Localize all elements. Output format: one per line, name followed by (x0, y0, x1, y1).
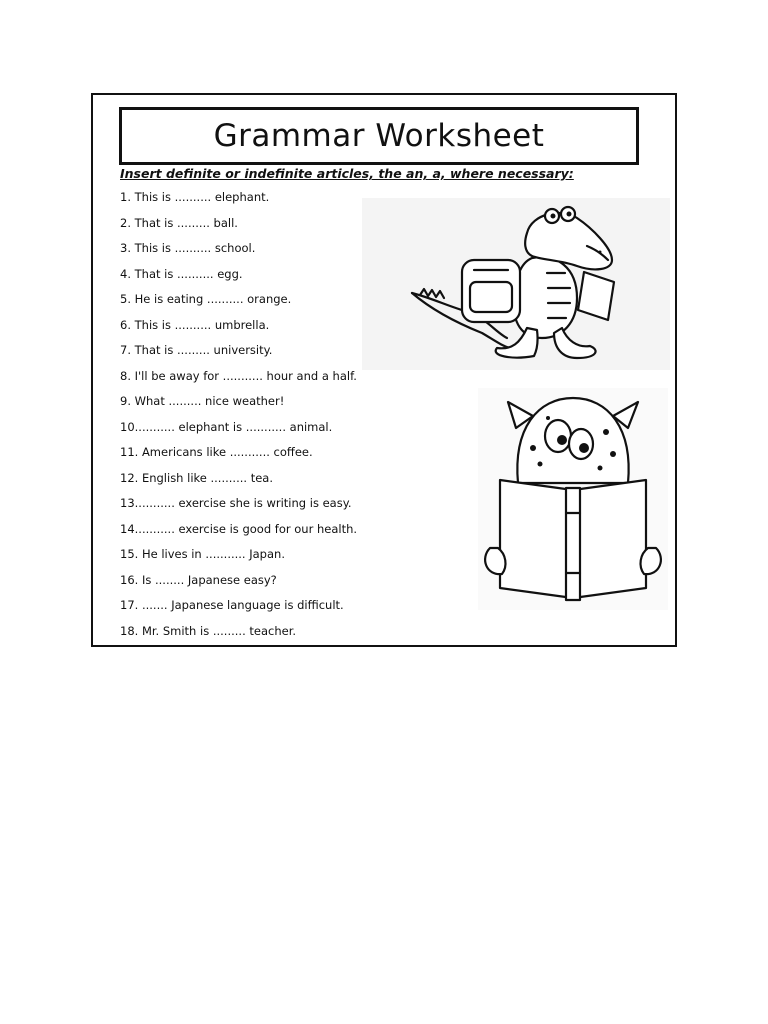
question-item: 7. That is ......... university. (120, 343, 273, 357)
question-list (120, 190, 357, 647)
question-item: 14........... exercise is good for our health. (120, 521, 358, 536)
question-item: 1. This is .......... elephant. (120, 190, 270, 204)
question-item: 5. He is eating .......... orange. (120, 292, 292, 306)
crocodile-illustration (362, 198, 670, 370)
question-item: 10........... elephant is ........... animal. (120, 419, 333, 434)
question-item: 17. ....... Japanese language is difficult. (120, 598, 344, 612)
question-item: 13........... exercise she is writing is easy. (120, 496, 352, 510)
monster-illustration (478, 388, 668, 610)
question-item: 6. This is .......... umbrella. (120, 317, 270, 332)
question-item: 4. That is .......... egg. (120, 266, 243, 281)
question-item: 15. He lives in ........... Japan. (120, 547, 285, 561)
question-item: 18. Mr. Smith is ......... teacher. (120, 623, 297, 638)
question-item: 12. English like .......... tea. (120, 470, 273, 485)
worksheet-title: Grammar Worksheet (213, 118, 545, 154)
instruction: Insert definite or indefinite articles, the an, a, where necessary: (120, 166, 574, 181)
question-item: 2. That is ......... ball. (120, 215, 238, 230)
question-item: 16. Is ........ Japanese easy? (120, 572, 277, 587)
question-item: 8. I'll be away for ........... hour and a half. (120, 368, 357, 383)
question-item: 3. This is .......... school. (120, 241, 256, 255)
title-box (119, 107, 639, 165)
question-item: 11. Americans like ........... coffee. (120, 445, 313, 459)
crocodile-with-backpack-icon (362, 198, 670, 370)
question-item: 9. What ......... nice weather! (120, 394, 285, 408)
worksheet (91, 93, 677, 647)
monster-reading-book-icon (478, 388, 668, 610)
